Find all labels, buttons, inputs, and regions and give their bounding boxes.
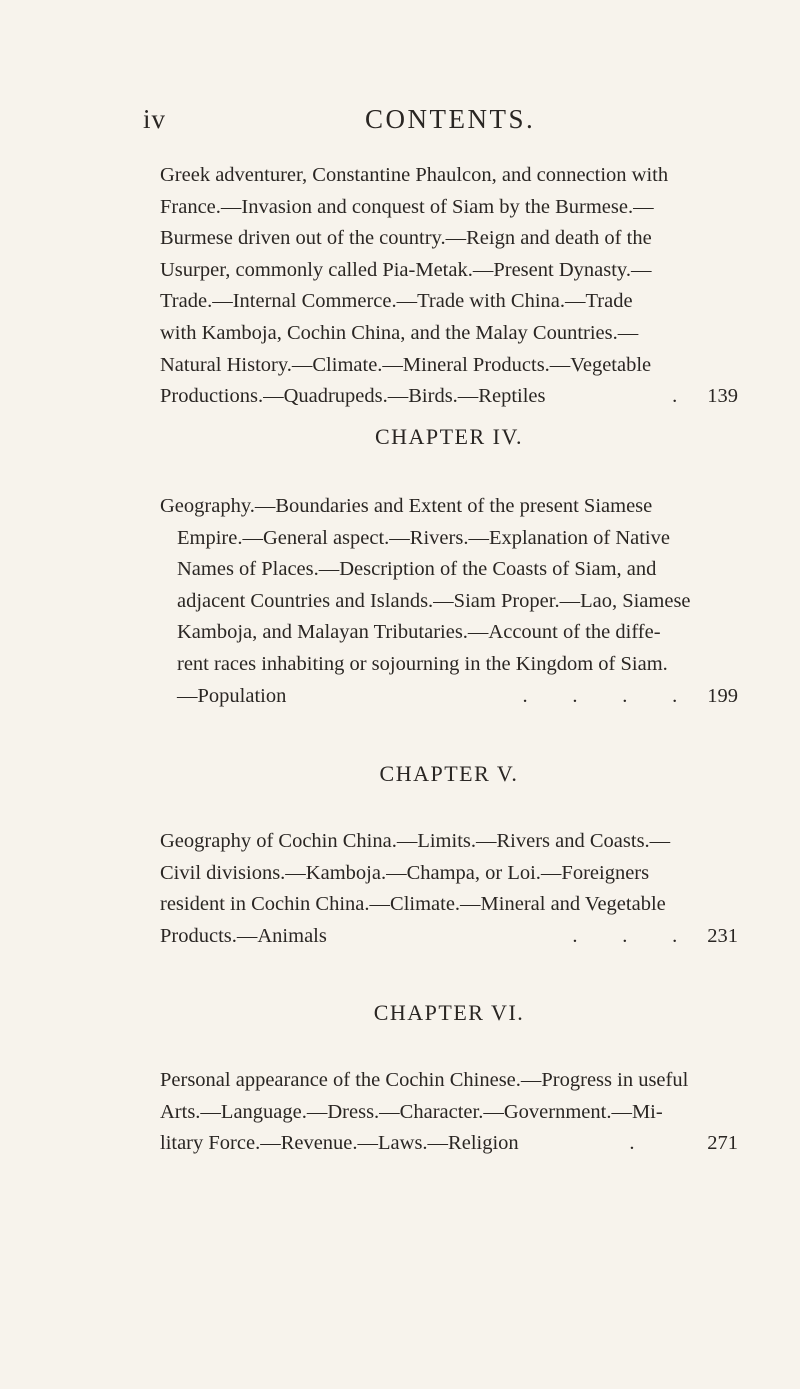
chapter-heading-vi: CHAPTER VI.: [373, 1000, 525, 1025]
toc-entry-line: with Kamboja, Cochin China, and the Malay Countries.—: [160, 321, 639, 344]
toc-entry-last-line: [160, 921, 738, 953]
toc-entry-line: Productions.—Quadrupeds.—Birds.—Reptiles: [160, 385, 546, 408]
dot-leader: . . .: [572, 924, 680, 947]
dot-leader: .: [629, 1132, 680, 1155]
toc-entry-line: —Population: [177, 684, 287, 707]
toc-entry-line: Civil divisions.—Kamboja.—Champa, or Loi.—Foreigners: [160, 861, 650, 884]
dot-leader: .: [665, 385, 680, 408]
toc-entry-line: Products.—Animals: [160, 924, 327, 947]
chapter-heading-iv: CHAPTER IV.: [374, 424, 524, 449]
page-number: iv: [143, 104, 167, 134]
toc-entry-line: resident in Cochin China.—Climate.—Mineral and Vegetable: [160, 893, 666, 916]
toc-entry-line: Personal appearance of the Cochin Chinese.—Progress in useful: [160, 1069, 689, 1091]
toc-entry-line: Kamboja, and Malayan Tributaries.—Account of the diffe-: [177, 621, 661, 644]
toc-entry-chapter-vi: [160, 1065, 738, 1160]
running-head: [143, 104, 743, 144]
toc-entry-line: litary Force.—Revenue.—Laws.—Religion: [160, 1132, 519, 1155]
toc-entry-line: Names of Places.—Description of the Coasts of Siam, and: [177, 558, 657, 581]
toc-entry-line: Arts.—Language.—Dress.—Character.—Government.—Mi-: [160, 1100, 663, 1123]
toc-entry-line: rent races inhabiting or sojourning in the Kingdom of Siam.: [177, 652, 668, 675]
toc-entry-last-line: [160, 681, 738, 713]
toc-entry-chapter-v: [160, 826, 738, 952]
toc-page-number: 231: [707, 924, 738, 947]
toc-entry-line: Trade.—Internal Commerce.—Trade with China.—Trade: [160, 290, 633, 313]
toc-page-number: 271: [707, 1132, 738, 1155]
toc-entry-line: Geography of Cochin China.—Limits.—Rivers and Coasts.—: [160, 830, 671, 852]
running-title: CONTENTS.: [365, 104, 536, 134]
dot-leader: . . . .: [522, 684, 680, 707]
toc-entry-line: Greek adventurer, Constantine Phaulcon, and connection with: [160, 164, 669, 186]
chapter-heading-v: CHAPTER V.: [379, 761, 519, 786]
toc-entry-line: Natural History.—Climate.—Mineral Products.—Vegetable: [160, 353, 652, 376]
toc-entry-line: Usurper, commonly called Pia-Metak.—Present Dynasty.—: [160, 258, 652, 281]
toc-page-number: 199: [707, 684, 738, 707]
toc-entry-line: Burmese driven out of the country.—Reign and death of the: [160, 227, 652, 250]
toc-entry-last-line: [160, 381, 738, 413]
toc-page-number: 139: [707, 385, 738, 408]
toc-entry-line: adjacent Countries and Islands.—Siam Proper.—Lao, Siamese: [177, 589, 691, 612]
toc-entry-line: Empire.—General aspect.—Rivers.—Explanation of Native: [177, 526, 670, 549]
toc-entry-chapter-iii-continued: [160, 160, 738, 413]
toc-entry-line: Geography.—Boundaries and Extent of the present Siamese: [160, 495, 653, 517]
toc-entry-chapter-iv: [160, 491, 738, 712]
toc-entry-line: France.—Invasion and conquest of Siam by the Burmese.—: [160, 195, 654, 218]
toc-entry-last-line: [160, 1128, 738, 1160]
